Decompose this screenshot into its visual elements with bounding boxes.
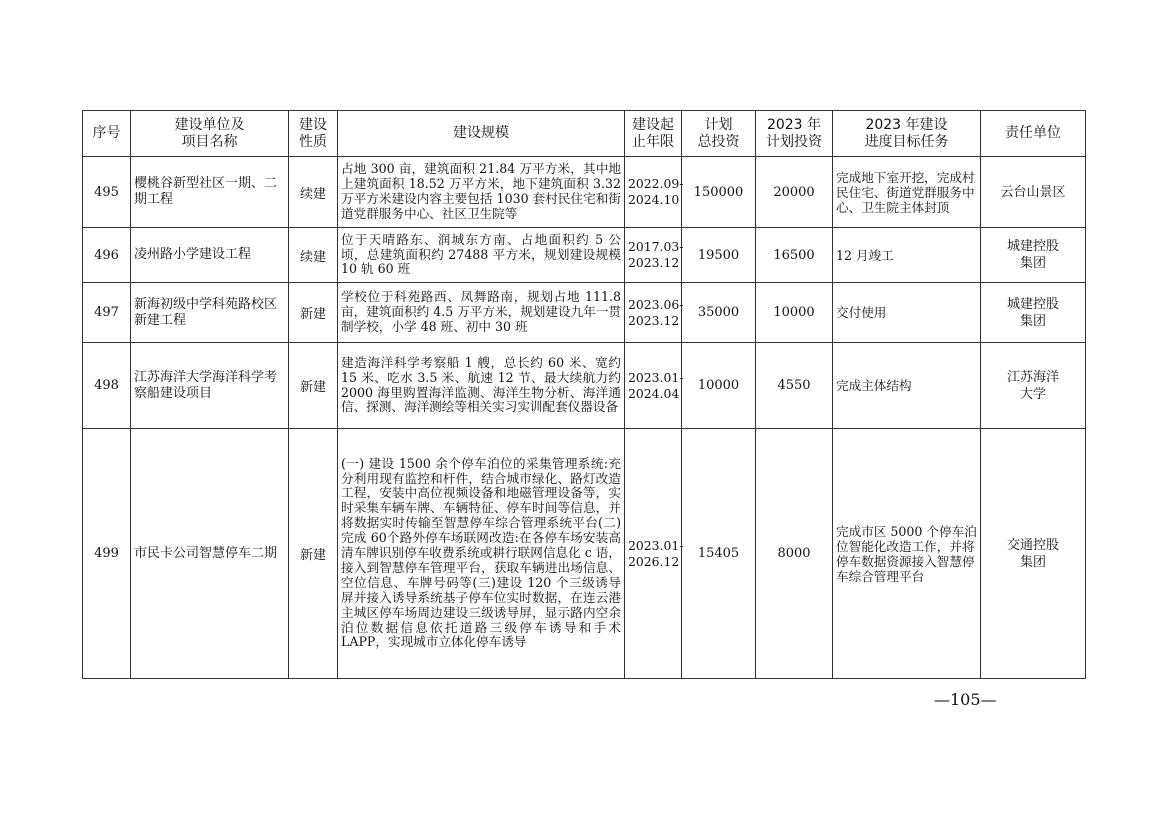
cell-total-investment: 19500 [682,228,756,283]
cell-2023-investment: 16500 [756,228,833,283]
cell-responsible-unit: 交通控股 集团 [981,429,1086,679]
cell-seq: 496 [83,228,131,283]
cell-nature: 新建 [289,283,338,343]
cell-seq: 495 [83,157,131,228]
cell-seq: 499 [83,429,131,679]
cell-responsible-unit: 江苏海洋 大学 [981,343,1086,429]
header-total-investment: 计划 总投资 [682,111,756,157]
header-nature: 建设 性质 [289,111,338,157]
cell-name: 樱桃谷新型社区一期、二期工程 [131,157,289,228]
header-seq: 序号 [83,111,131,157]
cell-period: 2023.01- 2024.04 [625,343,682,429]
cell-2023-target: 12 月竣工 [833,228,981,283]
cell-total-investment: 35000 [682,283,756,343]
cell-scale: 占地 300 亩，建筑面积 21.84 万平方米，其中地上建筑面积 18.52 万平方米，地下建筑面积 3.32 万平方米建设内容主要包括 1030 套村民住宅和街道党群服务中心、社区卫生院等 [338,157,625,228]
header-scale: 建设规模 [338,111,625,157]
page-number: —105— [934,690,997,709]
cell-name: 市民卡公司智慧停车二期 [131,429,289,679]
cell-scale: (一) 建设 1500 余个停车泊位的采集管理系统:充分利用现有监控和杆件，结合城市绿化、路灯改造工程，安装中高位视频设备和地磁管理设备等，实时采集车辆车牌、车辆特征、停车时间等信息，并将数据实时传输至智慧停车综合管理系统平台(二)完成 60个路外停车场联网改造:在各停车场安装高清车牌识别停车收费系统或耕行联网信息化 c 语，接入到智慧停车管理平台，获取车辆进出场信息、空位信息、车牌号码等(三)建设 120 个三级诱导屏并接入诱导系统基子停车位实时数据，在连云港主城区停车场周边建设三级诱导屏，显示路内空余泊位数据信息依托道路三级停车诱导和手术 LAPP，实现城市立体化停车诱导 [338,429,625,679]
header-2023-investment: 2023 年 计划投资 [756,111,833,157]
header-name: 建设单位及 项目名称 [131,111,289,157]
cell-2023-target: 完成主体结构 [833,343,981,429]
table-row [83,228,1086,283]
cell-responsible-unit: 城建控股 集团 [981,228,1086,283]
cell-2023-target: 完成地下室开挖，完成村民住宅、街道党群服务中心、卫生院主体封顶 [833,157,981,228]
cell-seq: 498 [83,343,131,429]
header-2023-target: 2023 年建设 进度目标任务 [833,111,981,157]
cell-period: 2023.01- 2026.12 [625,429,682,679]
cell-2023-investment: 10000 [756,283,833,343]
header-period: 建设起 止年限 [625,111,682,157]
cell-nature: 新建 [289,429,338,679]
cell-responsible-unit: 云台山景区 [981,157,1086,228]
cell-period: 2022.09- 2024.10 [625,157,682,228]
table-row [83,283,1086,343]
cell-scale: 建造海洋科学考察船 1 艘，总长约 60 米、宽约 15 米、吃水 3.5 米、航速 12 节、最大续航力约 2000 海里购置海洋监测、海洋生物分析、海洋通信、探测、海洋测绘等相关实习实训配套仪器设备 [338,343,625,429]
cell-2023-investment: 4550 [756,343,833,429]
table-row [83,343,1086,429]
cell-responsible-unit: 城建控股 集团 [981,283,1086,343]
cell-nature: 新建 [289,343,338,429]
cell-total-investment: 150000 [682,157,756,228]
cell-period: 2017.03- 2023.12 [625,228,682,283]
cell-name: 江苏海洋大学海洋科学考察船建设项目 [131,343,289,429]
cell-2023-investment: 8000 [756,429,833,679]
table-header-row [83,111,1086,157]
cell-nature: 续建 [289,157,338,228]
cell-nature: 续建 [289,228,338,283]
cell-name: 新海初级中学科苑路校区新建工程 [131,283,289,343]
project-table [82,110,1086,679]
cell-2023-target: 完成市区 5000 个停车泊位智能化改造工作，并将停车数据资源接入智慧停车综合管理平台 [833,429,981,679]
table-row [83,429,1086,679]
cell-period: 2023.06- 2023.12 [625,283,682,343]
header-responsible-unit: 责任单位 [981,111,1086,157]
cell-scale: 位于天晴路东、润城东方南、占地面积约 5 公顷，总建筑面积约 27488 平方米，规划建设规模 10 轨 60 班 [338,228,625,283]
cell-scale: 学校位于科苑路西、凤舞路南，规划占地 111.8 亩，建筑面积约 4.5 万平方米，规划建设九年一贯制学校，小学 48 班、初中 30 班 [338,283,625,343]
cell-name: 凌州路小学建设工程 [131,228,289,283]
table-row [83,157,1086,228]
cell-2023-target: 交付使用 [833,283,981,343]
cell-2023-investment: 20000 [756,157,833,228]
cell-seq: 497 [83,283,131,343]
cell-total-investment: 10000 [682,343,756,429]
cell-total-investment: 15405 [682,429,756,679]
